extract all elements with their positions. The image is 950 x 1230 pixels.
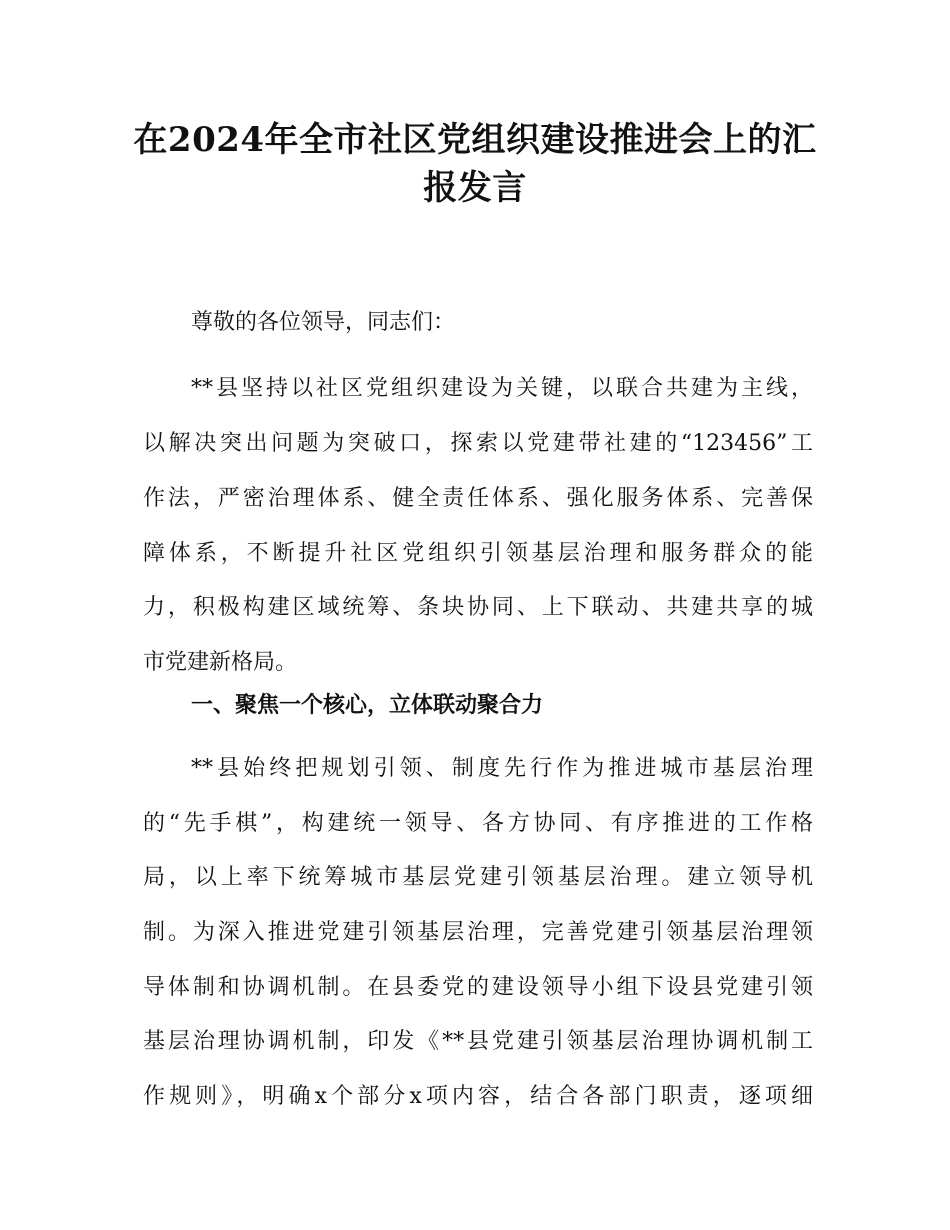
paragraph-2-line: 制。为深入推进党建引领基层治理，完善党建引领基层治理领 <box>143 920 813 945</box>
paragraph-2-line: 局，以上率下统筹城市基层党建引领基层治理。建立领导机 <box>143 865 813 890</box>
paragraph-2-line: 导体制和协调机制。在县委党的建设领导小组下设县党建引领 <box>143 975 813 1000</box>
document-title-line-2: 报发言 <box>423 168 527 208</box>
paragraph-1-line: 障体系，不断提升社区党组织引领基层治理和服务群众的能 <box>143 541 813 566</box>
salutation: 尊敬的各位领导，同志们： <box>191 310 456 335</box>
paragraph-2-line: 作规则》，明确x个部分x项内容，结合各部门职责，逐项细 <box>143 1084 813 1109</box>
paragraph-1-line: 力，积极构建区域统筹、条块协同、上下联动、共建共享的城 <box>143 595 813 620</box>
section-heading-1: 一、聚焦一个核心，立体联动聚合力 <box>191 692 544 718</box>
paragraph-2-line: **县始终把规划引领、制度先行作为推进城市基层治理 <box>191 756 813 781</box>
paragraph-1-line: **县坚持以社区党组织建设为关键，以联合共建为主线， <box>191 376 813 401</box>
document-title-line-1: 在2024年全市社区党组织建设推进会上的汇 <box>133 120 817 160</box>
paragraph-1-line: 以解决突出问题为突破口，探索以党建带社建的“123456”工 <box>143 431 813 456</box>
paragraph-2-line: 的“先手棋”，构建统一领导、各方协同、有序推进的工作格 <box>143 811 813 836</box>
paragraph-1-line: 作法，严密治理体系、健全责任体系、强化服务体系、完善保 <box>143 486 813 511</box>
paragraph-2-line: 基层治理协调机制，印发《**县党建引领基层治理协调机制工 <box>143 1029 813 1054</box>
paragraph-1-line: 市党建新格局。 <box>143 650 298 675</box>
